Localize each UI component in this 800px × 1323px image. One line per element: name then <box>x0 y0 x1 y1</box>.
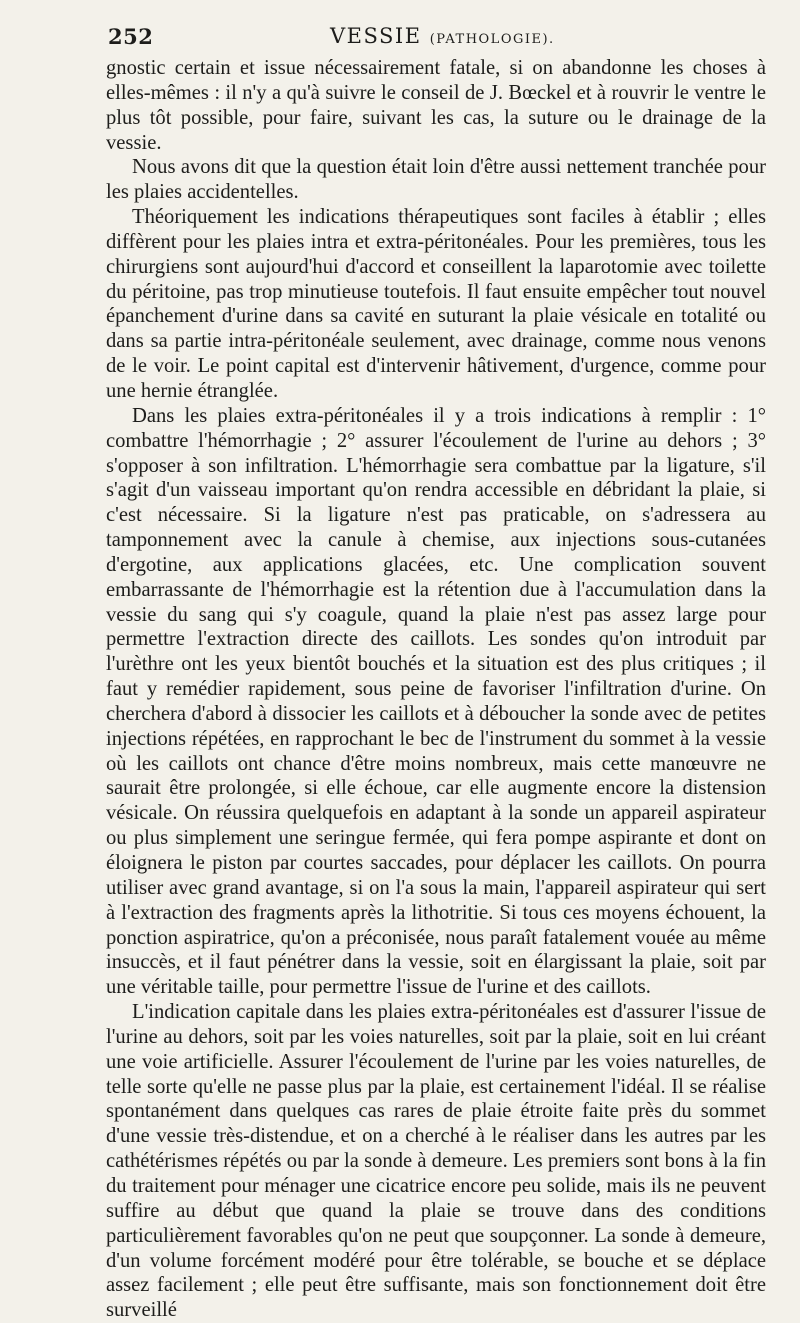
body-text <box>106 56 766 1323</box>
paragraph-3: Théoriquement les indications thérapeutiques sont faciles à établir ; elles diffèrent pour les plaies intra et extra-péritonéales. Pour les premières, tous les chirurgiens sont aujourd'hui d'accord et conseillent la laparotomie avec toilette du péritoine, pas trop minutieuse toutefois. Il faut ensuite empêcher tout nouvel épanchement d'urine dans sa cavité en suturant la plaie vésicale en totalité ou dans sa partie intra-péritonéale seulement, avec drainage, comme nous venons de le voir. Le point capital est d'intervenir hâtivement, d'urgence, comme pour une hernie étranglée. <box>106 206 766 402</box>
running-title-main: VESSIE <box>330 24 422 48</box>
paragraph-4: Dans les plaies extra-péritonéales il y a trois indications à remplir : 1° combattre l'hémorrhagie ; 2° assurer l'écoulement de l'urine au dehors ; 3° s'opposer à son infiltration. L'hémorrhagie sera combattue par la ligature, s'il s'agit d'un vaisseau important qu'on rendra accessible en débridant la plaie, si c'est nécessaire. Si la ligature n'est pas praticable, on s'adressera au tamponnement avec la canule à chemise, aux injections sous-cutanées d'ergotine, aux applications glacées, etc. Une complication souvent embarrassante de l'hémorrhagie est la rétention due à l'accumulation dans la vessie du sang qui s'y coagule, quand la plaie n'est pas assez large pour permettre l'extraction directe des caillots. Les sondes qu'on introduit par l'urèthre ont les yeux bientôt bouchés et la situation est des plus critiques ; il faut y remédier rapidement, sous peine de favoriser l'infiltration d'urine. On cherchera d'abord à dissocier les caillots et à déboucher la sonde avec de petites injections répétées, en rapprochant le bec de l'instrument du sommet à la vessie où les caillots ont chance d'être moins nombreux, mais cette manœuvre ne saurait être prolongée, si elle échoue, car elle augmente encore la distension vésicale. On réussira quelquefois en adaptant à la sonde un appareil aspirateur ou plus simplement une seringue fermée, qui fera pompe aspirante et dont on éloignera le piston par courtes saccades, pour déplacer les caillots. On pourra utiliser avec grand avantage, si on l'a sous la main, l'appareil aspirateur qui sert à l'extraction des fragments après la lithotritie. Si tous ces moyens échouent, la ponction aspiratrice, qu'on a préconisée, nous paraît fatalement vouée au même insuccès, et il faut pénétrer dans la vessie, soit en élargissant la plaie, soit par une véritable taille, pour permettre l'issue de l'urine et des caillots. <box>106 404 766 999</box>
running-title <box>330 24 555 48</box>
running-title-subtitle: (PATHOLOGIE). <box>429 32 555 47</box>
page-number: 252 <box>108 24 154 49</box>
paragraph-2: Nous avons dit que la question était loin d'être aussi nettement tranchée pour les plaies accidentelles. <box>106 156 766 204</box>
paragraph-5: L'indication capitale dans les plaies extra-péritonéales est d'assurer l'issue de l'urine au dehors, soit par les voies naturelles, soit par la plaie, soit en lui créant une voie artificielle. Assurer l'écoulement de l'urine par les voies naturelles, de telle sorte qu'elle ne passe plus par la plaie, est certainement l'idéal. Il se réalise spontanément dans quelques cas rares de plaie étroite faite près du sommet d'une vessie très-distendue, et on a cherché à le réaliser dans les autres par les cathétérismes répétés ou par la sonde à demeure. Les premiers sont bons à la fin du traitement pour ménager une cicatrice encore peu solide, mais ils ne peuvent suffire au début que quand la plaie se trouve dans des conditions particulièrement favorables qu'on ne peut que soupçonner. La sonde à demeure, d'un volume forcément modéré pour être tolérable, se bouche et se déplace assez facilement ; elle peut être suffisante, mais son fonctionnement doit être surveillé <box>106 1001 766 1322</box>
paragraph-1: gnostic certain et issue nécessairement fatale, si on abandonne les choses à elles-mêmes : il n'y a qu'à suivre le conseil de J. Bœckel et à rouvrir le ventre le plus tôt possible, pour faire, suivant les cas, la suture ou le drainage de la vessie. <box>106 57 766 154</box>
page-header <box>106 14 766 56</box>
